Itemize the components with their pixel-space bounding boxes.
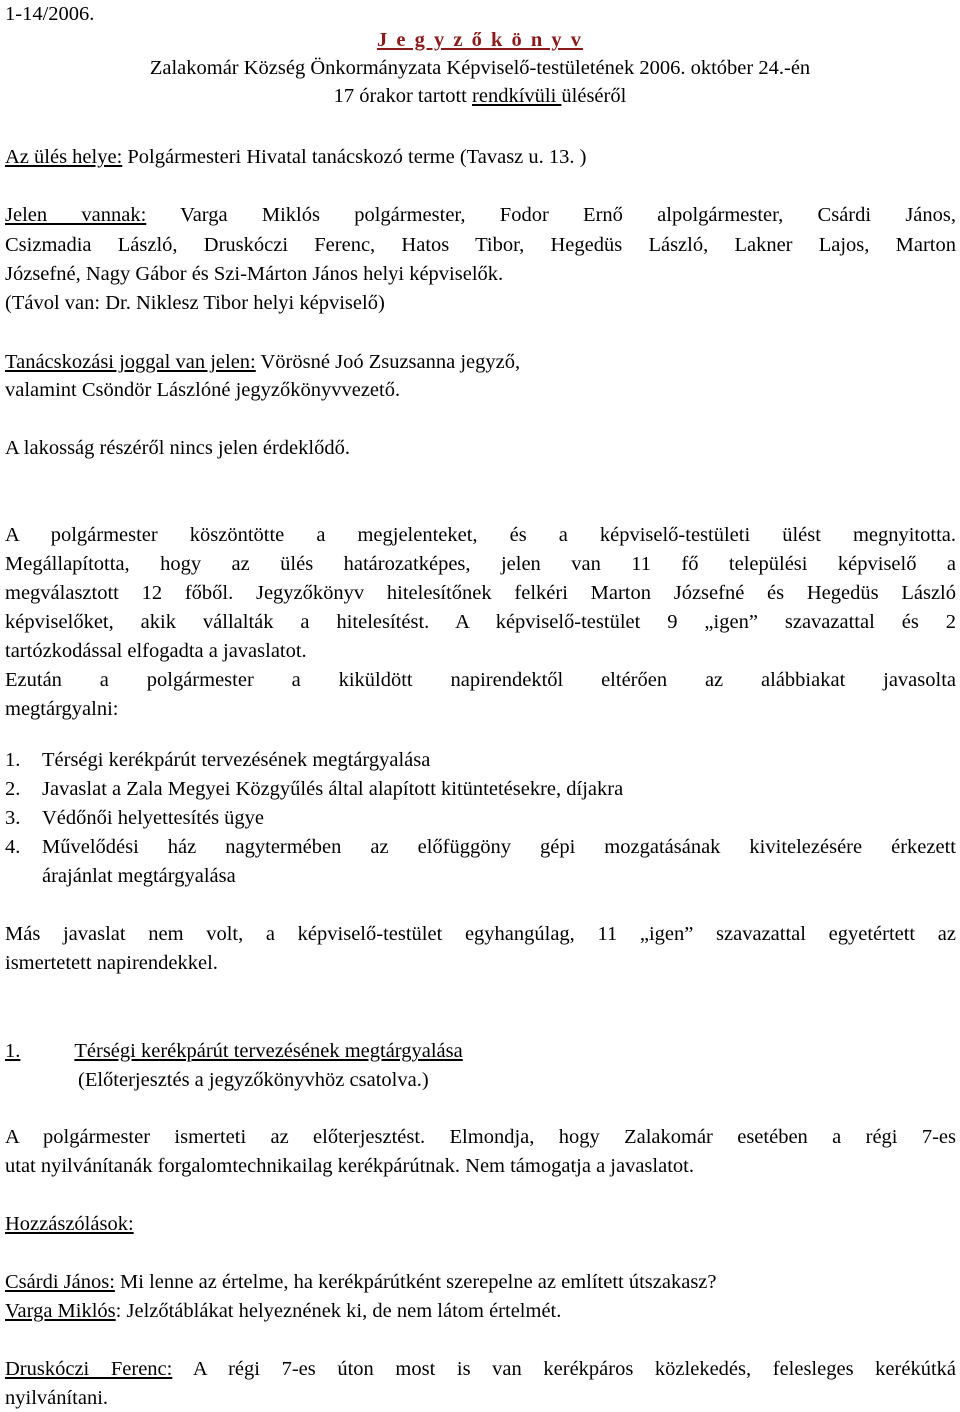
comment-text: : Jelzőtáblákat helyeznének ki, de nem látom értelmét. bbox=[115, 1300, 562, 1322]
comment-2 bbox=[5, 1299, 561, 1323]
present-line-2: Csizmadia László, Druskóczi Ferenc, Hatos Tibor, Hegedüs László, Lakner Lajos, Marton bbox=[5, 234, 956, 256]
comment-text: A régi 7-es úton most is van kerékpáros közlekedés, felesleges kerékútká bbox=[172, 1358, 956, 1380]
agenda-item-3 bbox=[5, 806, 20, 830]
meeting-location bbox=[5, 145, 586, 169]
agenda-num: 4. bbox=[5, 836, 21, 858]
advisory-line-1 bbox=[5, 350, 520, 374]
agenda-item-4-text: Művelődési ház nagytermében az előfüggöny gépi mozgatásának kivitelezésére érkezett bbox=[42, 836, 956, 858]
section1-title: Térségi kerékpárút tervezésének megtárgyalása bbox=[74, 1040, 463, 1062]
para1-line-5: tartózkodással elfogadta a javaslatot. bbox=[5, 640, 307, 662]
agenda-item-2 bbox=[5, 777, 20, 801]
present-line-3: Józsefné, Nagy Gábor és Szi-Márton János helyi képviselők. bbox=[5, 263, 504, 285]
agenda-item-4 bbox=[5, 835, 20, 859]
subtitle-line-1: Zalakomár Község Önkormányzata Képviselő-testületének 2006. október 24.-én bbox=[149, 57, 811, 79]
agenda-item-2-text: Javaslat a Zala Megyei Közgyűlés által alapított kitüntetésekre, díjakra bbox=[42, 778, 624, 800]
agenda-num: 3. bbox=[5, 807, 21, 829]
comment-text: Mi lenne az értelme, ha kerékpárútként szerepelne az említett útszakasz? bbox=[114, 1271, 717, 1293]
present-line-1 bbox=[5, 203, 956, 227]
para1-line-3: megválasztott 12 főből. Jegyzőkönyv hitelesítőnek felkéri Marton Józsefné és Hegedüs László bbox=[5, 582, 956, 604]
section1-heading bbox=[5, 1039, 557, 1063]
present-label: Jelen vannak: bbox=[5, 204, 147, 226]
comment-3 bbox=[5, 1357, 956, 1381]
document-number: 1-14/2006. bbox=[5, 3, 95, 25]
advisory-text: Vörösné Joó Zsuzsanna jegyző, bbox=[255, 351, 521, 373]
subtitle-line-2 bbox=[0, 84, 960, 108]
public-line: A lakosság részéről nincs jelen érdeklődő. bbox=[5, 437, 350, 459]
comment-1 bbox=[5, 1270, 717, 1294]
para1-line-1: A polgármester köszöntötte a megjelenteket, és a képviselő-testületi ülést megnyitotta. bbox=[5, 524, 956, 546]
agenda-item-3-text: Védőnői helyettesítés ügye bbox=[42, 807, 265, 829]
agenda-item-1 bbox=[5, 748, 20, 772]
agenda-num: 1. bbox=[5, 749, 21, 771]
comment-speaker: Varga Miklós bbox=[5, 1300, 116, 1322]
comment-speaker: Csárdi János: bbox=[5, 1271, 115, 1293]
subtitle-pre: 17 órakor tartott bbox=[333, 85, 473, 107]
subtitle-underlined: rendkívüli bbox=[472, 85, 562, 107]
para1-line-7: megtárgyalni: bbox=[5, 698, 119, 720]
subtitle-post: üléséről bbox=[561, 85, 627, 107]
vote-line-2: ismertetett napirendekkel. bbox=[5, 952, 218, 974]
advisory-label: Tanácskozási joggal van jelen: bbox=[5, 351, 256, 373]
comment-3-cont: nyilvánítani. bbox=[5, 1387, 109, 1409]
location-value: Polgármesteri Hivatal tanácskozó terme (Tavasz u. 13. ) bbox=[122, 146, 587, 168]
section1-note: (Előterjesztés a jegyzőkönyvhöz csatolva.) bbox=[78, 1069, 429, 1091]
absent-line: (Távol van: Dr. Niklesz Tibor helyi képviselő) bbox=[5, 292, 385, 314]
comments-label: Hozzászólások: bbox=[5, 1213, 134, 1235]
vote-line-1: Más javaslat nem volt, a képviselő-testület egyhangúlag, 11 „igen” szavazattal egyetértett az bbox=[5, 923, 956, 945]
section1-number: 1. bbox=[5, 1040, 21, 1062]
para1-line-6: Ezután a polgármester a kiküldött napirendektől eltérően az alábbiakat javasolta bbox=[5, 669, 956, 691]
location-label: Az ülés helye: bbox=[5, 146, 123, 168]
mayor-line-1: A polgármester ismerteti az előterjesztést. Elmondja, hogy Zalakomár esetében a régi 7-es bbox=[5, 1126, 956, 1148]
document-title bbox=[0, 28, 960, 52]
advisory-line-2: valamint Csöndör Lászlóné jegyzőkönyvvezető. bbox=[5, 379, 401, 401]
title-text: J e g y z ő k ö n y v bbox=[377, 29, 583, 51]
agenda-item-1-text: Térségi kerékpárút tervezésének megtárgyalása bbox=[42, 749, 431, 771]
agenda-item-4-cont: árajánlat megtárgyalása bbox=[42, 865, 236, 887]
comment-speaker: Druskóczi Ferenc: bbox=[5, 1358, 173, 1380]
para1-line-2: Megállapította, hogy az ülés határozatképes, jelen van 11 fő települési képviselő a bbox=[5, 553, 956, 575]
agenda-num: 2. bbox=[5, 778, 21, 800]
para1-line-4: képviselőket, akik vállalták a hitelesítést. A képviselő-testület 9 „igen” szavazattal és 2 bbox=[5, 611, 956, 633]
present-text-1: Varga Miklós polgármester, Fodor Ernő alpolgármester, Csárdi János, bbox=[146, 204, 957, 226]
mayor-line-2: utat nyilvánítanák forgalomtechnikailag kerékpárútnak. Nem támogatja a javaslatot. bbox=[5, 1155, 694, 1177]
